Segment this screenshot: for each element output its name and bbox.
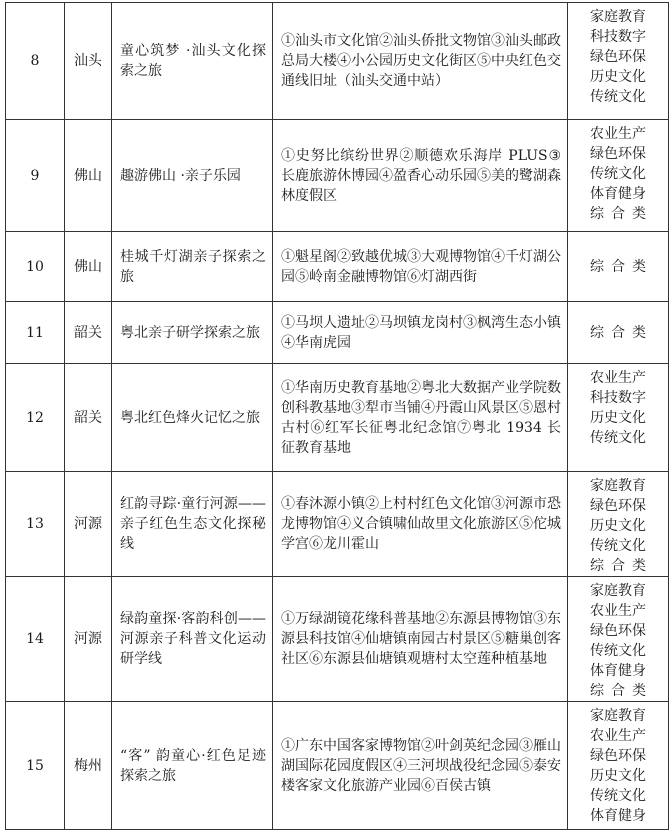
route-type-list [568, 257, 668, 277]
table-row [6, 232, 669, 302]
route-name-cell: 粤北红色烽火记忆之旅 [112, 364, 273, 472]
sites-cell: ①汕头市文化馆②汕头侨批文物馆③汕头邮政总局大楼④小公园历史文化街区⑤中央红色交通线旧址（汕头交通中站） [273, 3, 568, 120]
route-type-list [568, 323, 668, 343]
sites-cell: ①春沐源小镇②上村村红色文化馆③河源市恐龙博物馆④义合镇啸仙故里文化旅游区⑤佗城学宫⑥龙川霍山 [273, 472, 568, 577]
route-name-cell: “客” 韵童心·红色足迹探索之旅 [112, 702, 273, 830]
table-row [6, 302, 669, 364]
route-type-item: 绿色环保 [590, 498, 646, 514]
row-number-cell: 10 [6, 232, 65, 302]
routes-table-body [6, 3, 669, 830]
route-type-item: 绿色环保 [590, 748, 646, 764]
sites-cell: ①史努比缤纷世界②顺德欢乐海岸 PLUS③长鹿旅游休博园④盈香心动乐园⑤美的鹭湖森林度假区 [273, 120, 568, 232]
city-cell: 河源 [65, 472, 112, 577]
route-type-cell [568, 302, 669, 364]
route-type-item: 历史文化 [590, 768, 646, 784]
table-row [6, 120, 669, 232]
route-type-item: 历史文化 [590, 410, 646, 426]
row-number-cell: 11 [6, 302, 65, 364]
city-cell: 河源 [65, 577, 112, 702]
route-type-item: 科技数字 [590, 390, 646, 406]
route-name-cell: 绿韵童探·客韵科创—— 河源亲子科普文化运动研学线 [112, 577, 273, 702]
sites-cell: ①华南历史教育基地②粤北大数据产业学院数创科教基地③犁市当铺④丹霞山风景区⑤恩村古村⑥红军长征粤北纪念馆⑦粤北 1934 长征教育基地 [273, 364, 568, 472]
route-type-item: 体育健身 [590, 808, 646, 824]
row-number-cell: 12 [6, 364, 65, 472]
table-row [6, 3, 669, 120]
table-row [6, 364, 669, 472]
sites-cell: ①广东中国客家博物馆②叶剑英纪念园③雁山湖国际花园度假区④三河坝战役纪念园⑤泰安楼客家文化旅游产业园⑥百侯古镇 [273, 702, 568, 830]
route-type-list [568, 476, 668, 576]
route-type-item: 绿色环保 [590, 146, 646, 162]
sites-cell: ①马坝人遗址②马坝镇龙岗村③枫湾生态小镇④华南虎园 [273, 302, 568, 364]
route-type-list [568, 581, 668, 701]
route-type-item: 传统文化 [590, 538, 646, 554]
row-number-cell: 8 [6, 3, 65, 120]
city-cell: 汕头 [65, 3, 112, 120]
city-cell: 韶关 [65, 364, 112, 472]
sites-cell: ①万绿湖镜花缘科普基地②东源县博物馆③东源县科技馆④仙塘镇南园古村景区⑤糖巢创客社区⑥东源县仙塘镇观塘村太空莲种植基地 [273, 577, 568, 702]
route-type-item: 历史文化 [590, 69, 646, 85]
row-number-cell: 13 [6, 472, 65, 577]
route-type-cell [568, 364, 669, 472]
city-cell: 佛山 [65, 232, 112, 302]
route-name-cell: 粤北亲子研学探索之旅 [112, 302, 273, 364]
row-number-cell: 15 [6, 702, 65, 830]
table-row [6, 702, 669, 830]
routes-table [5, 2, 669, 830]
route-type-item: 传统文化 [590, 788, 646, 804]
route-type-item: 绿色环保 [590, 49, 646, 65]
row-number-cell: 14 [6, 577, 65, 702]
table-row [6, 577, 669, 702]
route-type-item: 体育健身 [590, 186, 646, 202]
route-type-item: 历史文化 [590, 518, 646, 534]
route-type-item: 家庭教育 [590, 9, 646, 25]
route-type-item: 农业生产 [590, 126, 646, 142]
route-type-item: 综合类 [590, 683, 653, 699]
route-type-list [568, 368, 668, 448]
route-name-cell: 桂城千灯湖亲子探索之旅 [112, 232, 273, 302]
route-type-item: 传统文化 [590, 89, 646, 105]
row-number-cell: 9 [6, 120, 65, 232]
route-type-cell [568, 232, 669, 302]
route-type-cell [568, 3, 669, 120]
city-cell: 梅州 [65, 702, 112, 830]
route-type-list [568, 124, 668, 224]
route-type-item: 家庭教育 [590, 708, 646, 724]
route-type-item: 综合类 [590, 206, 653, 222]
route-type-item: 体育健身 [590, 663, 646, 679]
city-cell: 佛山 [65, 120, 112, 232]
route-type-list [568, 7, 668, 107]
route-type-item: 家庭教育 [590, 583, 646, 599]
route-name-cell: 趣游佛山 ·亲子乐园 [112, 120, 273, 232]
route-type-item: 传统文化 [590, 166, 646, 182]
route-type-item: 农业生产 [590, 370, 646, 386]
city-cell: 韶关 [65, 302, 112, 364]
route-type-item: 传统文化 [590, 430, 646, 446]
sites-cell: ①魁星阁②致越优城③大观博物馆④千灯湖公园⑤岭南金融博物馆⑥灯湖西街 [273, 232, 568, 302]
route-type-cell [568, 472, 669, 577]
route-type-list [568, 706, 668, 826]
route-type-item: 科技数字 [590, 29, 646, 45]
route-type-item: 传统文化 [590, 643, 646, 659]
route-type-cell [568, 577, 669, 702]
table-row [6, 472, 669, 577]
route-type-item: 综合类 [590, 324, 653, 341]
route-name-cell: 童心筑梦 ·汕头文化探索之旅 [112, 3, 273, 120]
route-type-item: 综合类 [590, 558, 653, 574]
route-type-item: 农业生产 [590, 603, 646, 619]
route-type-item: 农业生产 [590, 728, 646, 744]
route-type-item: 家庭教育 [590, 478, 646, 494]
route-type-item: 绿色环保 [590, 623, 646, 639]
route-type-cell [568, 702, 669, 830]
route-name-cell: 红韵寻踪·童行河源—— 亲子红色生态文化探秘线 [112, 472, 273, 577]
route-type-cell [568, 120, 669, 232]
route-type-item: 综合类 [590, 258, 653, 275]
